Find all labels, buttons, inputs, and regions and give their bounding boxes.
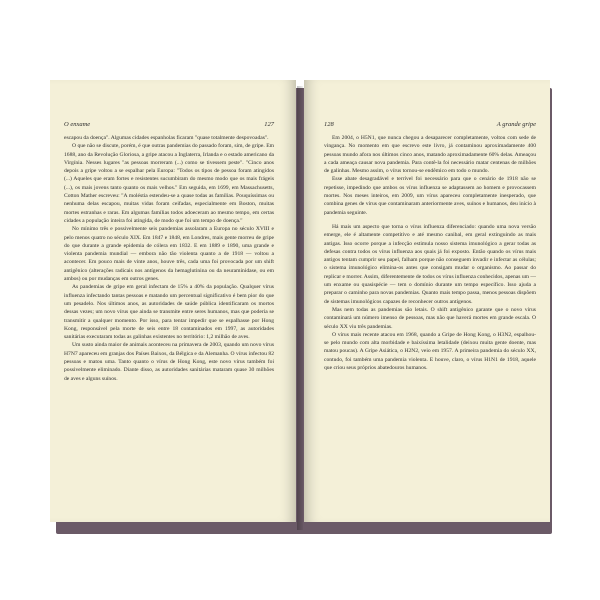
right-page-header <box>324 121 536 131</box>
left-running-head: O enxame <box>64 121 91 128</box>
paragraph: Esse abate desagradável e terrível foi necessário para que o cenário de 1918 não se repetisse, impedindo que ambos os vírus influenza se adaptassem ao homem e provocassem mortes. Nos meses inteiros, em 2009, um vírus apareceu completamente inesperado, que combina genes de vírus que contaminaram anteriormente aves, suínos e humanos, deu início à pandemia seguinte. <box>324 176 536 216</box>
left-page-number: 127 <box>264 121 274 128</box>
right-running-head: A grande gripe <box>496 121 536 128</box>
left-page-body <box>64 134 274 383</box>
paragraph: No mínimo três e possivelmente seis pandemias assolaram a Europa no século XVIII e pelo menos quatro no século XIX. Em 1847 e 1848, em Londres, mais gente morreu de gripe do que durante a grande epidemia de cólera em 1832. E em 1889 e 1890, uma grande e violenta pandemia mundial — embora não tão violenta quanto a de 1918 — voltou a acontecer. Em pouco mais de vinte anos, houve três, cada uma foi provocada por um shift antigênico (alterações radicais nos antígenos da hemaglutinina ou da neuraminidase, ou em ambos) ou por mudanças em outros genes. <box>64 226 274 283</box>
paragraph: O que não se discute, porém, é que outras pandemias do passado foram, sim, de gripe. Em 1688, ano da Revolução Gloriosa, a gripe atacou a Inglaterra, Irlanda e o estado americano da Virgínia. Nesses lugares "as pessoas morreram (...) como se tivessem peste". "Cinco anos depois a gripe voltou a se espalhar pela Europa: "Todos os tipos de pessoa foram atingidos (...) Aqueles que eram fortes e resistentes sucumbiram do mesmo modo que os mais frágeis (...), os mais jovens tanto quanto os mais velhos." Em seguida, em 1699, em Massachusetts, Cotton Mather escreveu: "A moléstia estendeu-se a quase todas as famílias. Pouquíssimas ou nenhuma delas escapou, muitas vidas foram ceifadas, especialmente em Boston, muitas mortes estranhas e raras. Em algumas famílias todos adoeceram ao mesmo tempo, em certas cidades a população inteira foi atingida, de modo que foi um tempo de doença." <box>64 143 274 224</box>
paragraph: Mas nem todas as pandemias são letais. O shift antigênico garante que o novo vírus contaminará um número imenso de pessoas, mas não que haverá mortes em grande escala. O século XX viu três pandemias. <box>324 306 536 330</box>
book-spine <box>297 86 303 530</box>
paragraph: O vírus mais recente atacou em 1968, quando a Gripe de Hong Kong, o H3N2, espalhou-se pelo mundo com alta morbidade e baixíssima letalidade (deixou muita gente doente, mas matou poucas). A Gripe Asiática, o H2N2, veio em 1957. A primeira pandemia do século XX, contudo, foi também uma pandemia violenta. E houve, claro, o vírus H1N1 de 1918, aquele que criou seus próprios abatedouros humanos. <box>324 331 536 372</box>
paragraph: Há mais um aspecto que torna o vírus influenza diferenciado: quando uma nova versão emerge, ele é altamente competitivo e até mesmo canibal, em geral extinguindo as mais antigas. Isso ocorre porque a infecção estimula nosso sistema imunológico a gerar todas as defesas contra todos os vírus influenza aos quais já foi exposto. Então quando os vírus mais antigos tentam cumprir seu papel, falham porque não conseguem invadir e infectar as células; o sistema imunológico elimina-os antes que consigam mudar o organismo. Ao passar do replicar e morrer. Assim, diferentemente de todos os vírus influenza conhecidos, apenas um — um enxame ou quasispécie — tem o domínio durante um tempo específico. Isso ajuda a preparar o caminho para novas pandemias. Quanto mais tempo passa, menos pessoas dispõem de sistemas imunológicos capazes de reconhecer outros antígenos. <box>324 223 536 305</box>
left-page-header <box>64 121 274 131</box>
right-page-body <box>324 134 536 372</box>
paragraph: Em 2004, o H5N1, que nunca chegou a desaparecer completamente, voltou com sede de vingança. No momento em que escrevo este livro, já contaminou aproximadamente 400 pessoas mundo afora nos últimos cinco anos, matando aproximadamente 60% delas. Ameaçou a cada ameaça causar nova pandemia. Para contê-la foi necessário matar centenas de milhões de galinhas. Mesmo assim, o vírus tornou-se endêmico em todo o mundo. <box>324 135 536 175</box>
open-book <box>50 80 552 528</box>
right-page <box>304 80 550 522</box>
left-page <box>50 80 296 522</box>
paragraph: Um susto ainda maior de animais aconteceu na primavera de 2003, quando um novo vírus H7N7 apareceu em granjas dos Países Baixos, da Bélgica e da Alemanha. O vírus infectou 82 pessoas e matou uma. Tanto quanto o vírus de Hong Kong, este novo vírus também foi possivelmente eliminado. Diante disso, as autoridades sanitárias mataram quase 30 milhões de aves e alguns suínos. <box>64 342 274 382</box>
right-page-number: 128 <box>324 121 334 128</box>
paragraph: escapou da doença". Algumas cidades espanholas ficaram "quase totalmente despovoadas". <box>64 135 269 141</box>
paragraph: As pandemias de gripe em geral infectam de 15% a 40% da população. Qualquer vírus influenza infectando tantas pessoas e matando um percentual significativo é bem pior do que um pesadelo. Nos últimos anos, as autoridades de saúde pública identificaram os mortos dessas vezes; um novo vírus que ainda se transmite entre seres humanos, mas que poderia se transmitir a qualquer momento. Por isso, para tentar impedir que se espalhasse por Hong Kong, responsável pela morte de seis entre 18 contaminados em 1997, as autoridades sanitárias executaram todas as galinhas existentes no território: 1,2 milhão de aves. <box>64 284 274 341</box>
